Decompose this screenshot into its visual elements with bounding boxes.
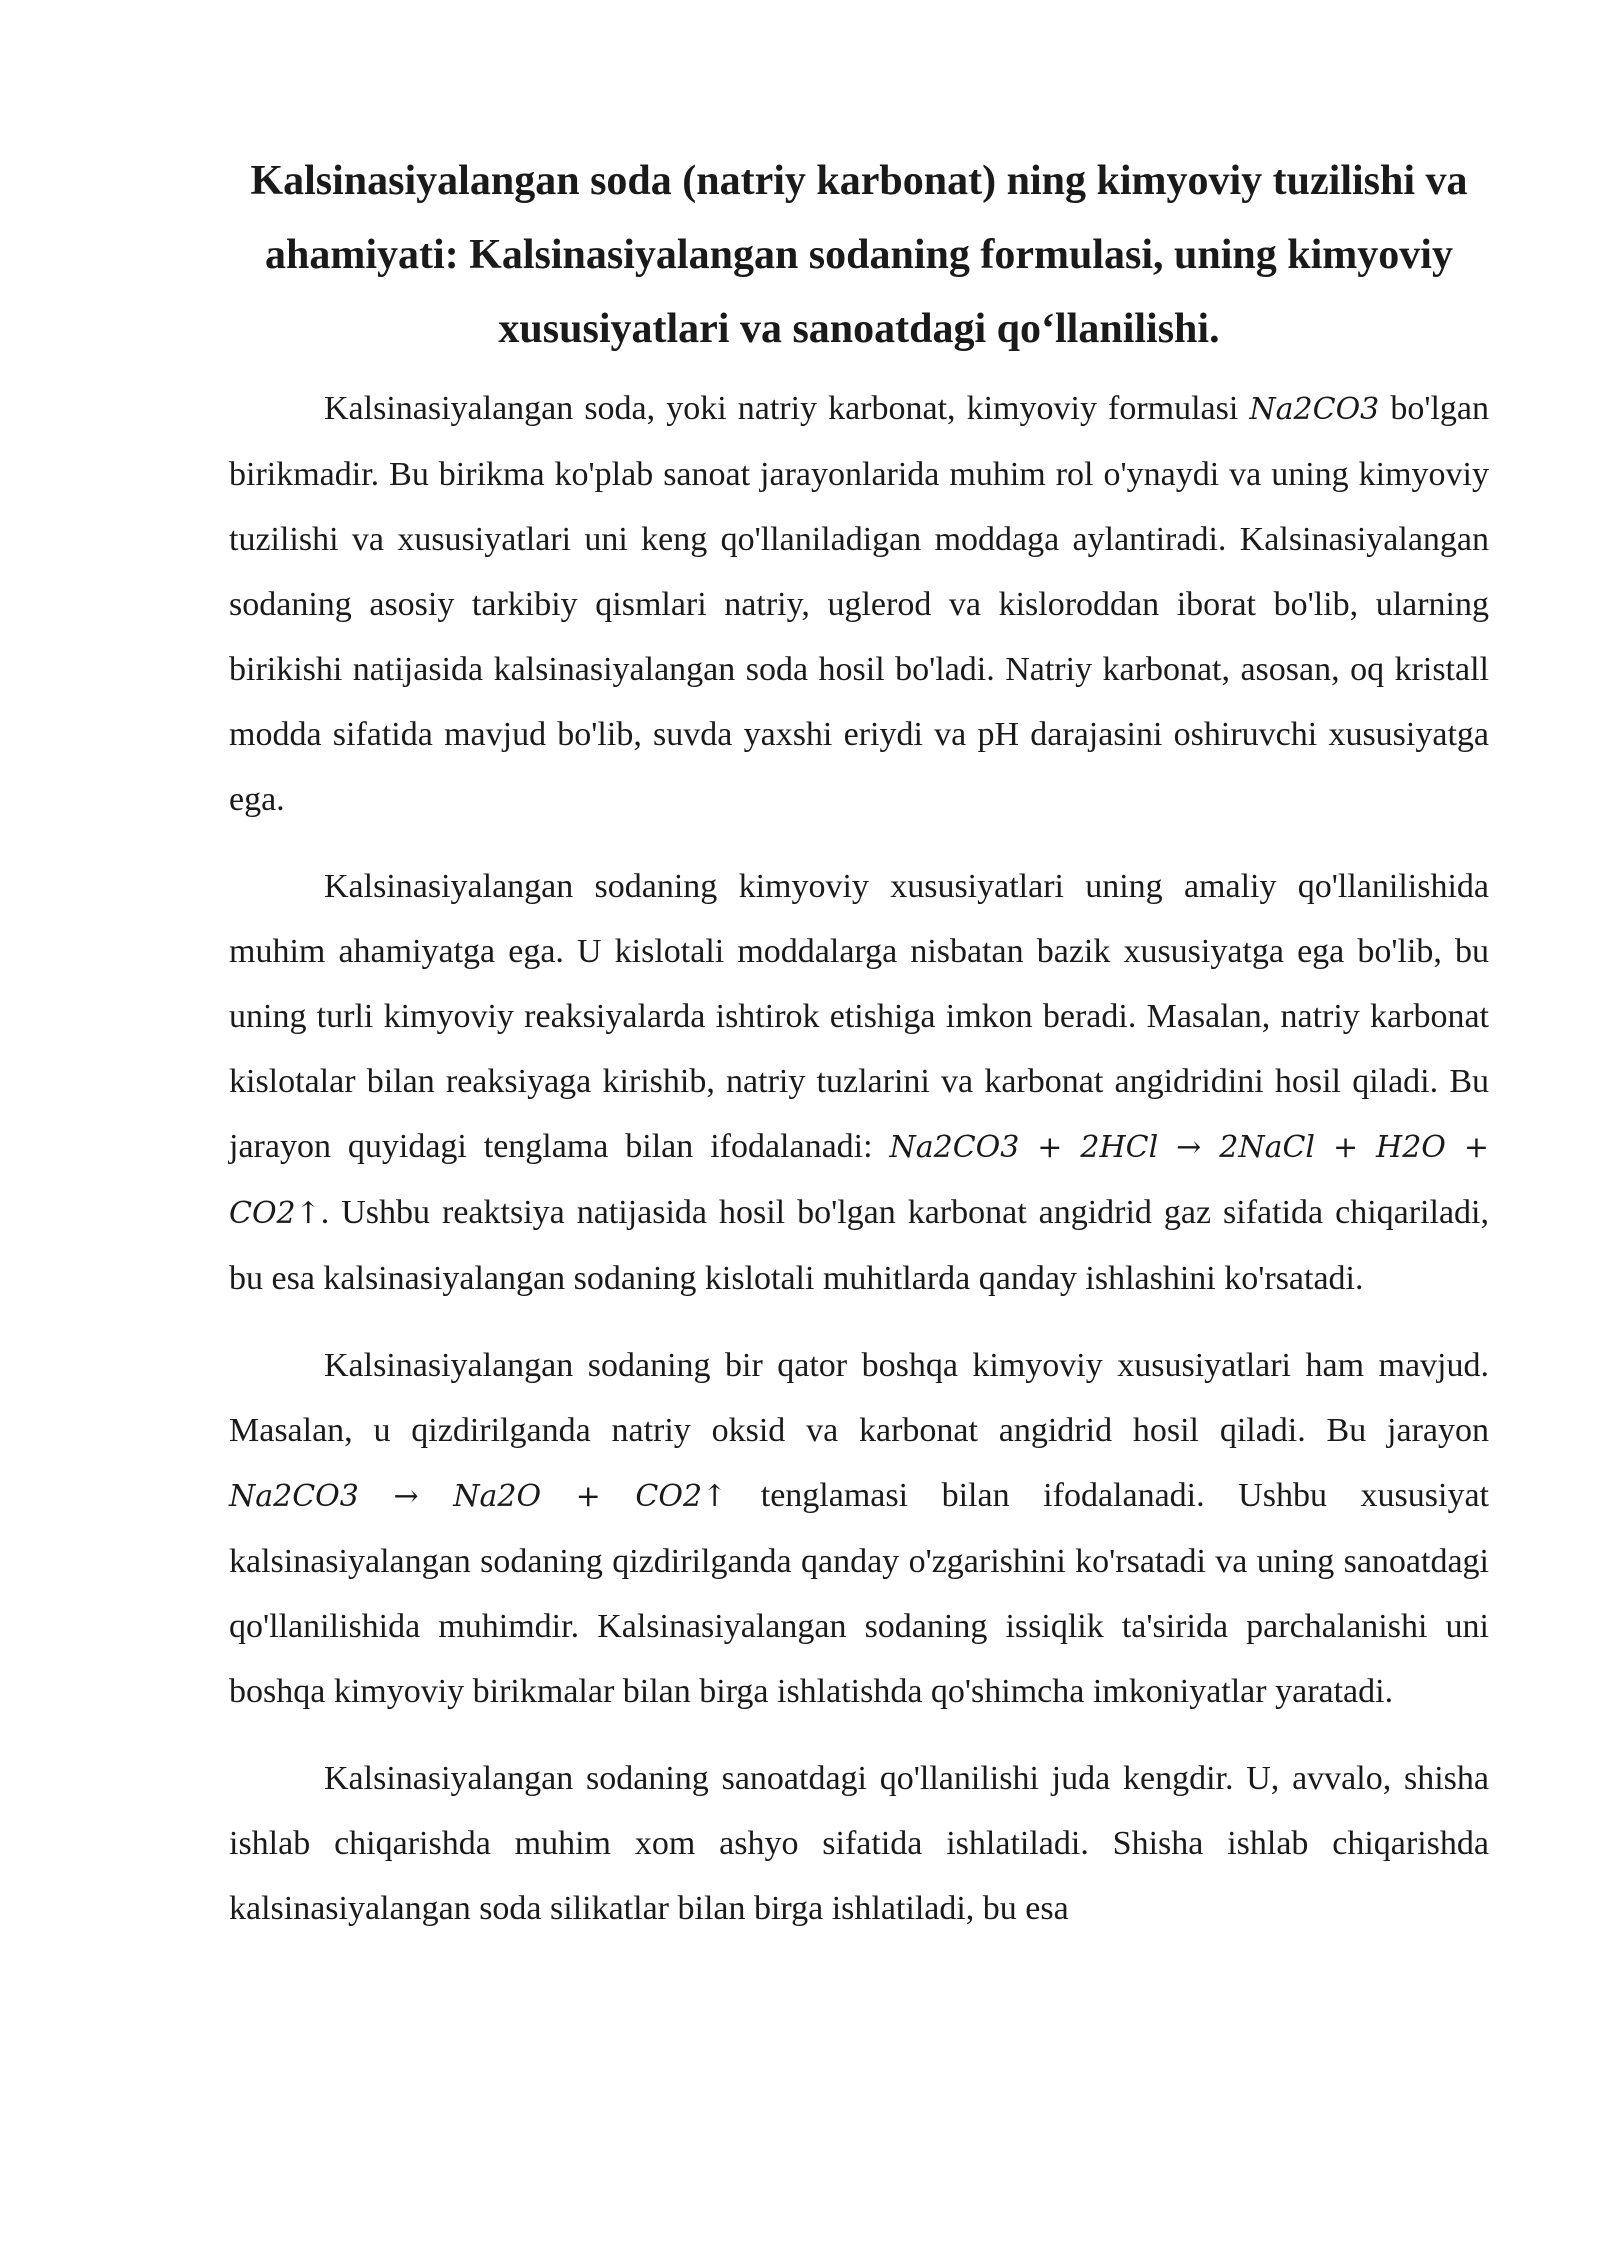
paragraph-3 [229, 1333, 1489, 1724]
paragraph-1-text-after: bo'lgan birikmadir. Bu birikma ko'plab sanoat jarayonlarida muhim rol o'ynaydi va uning kimyoviy tuzilishi va xususiyatlari uni keng qo'llaniladigan moddaga aylantiradi. Kalsinasiyalangan sodaning asosiy tarkibiy qismlari natriy, uglerod va kisloroddan iborat bo'lib, ularning birikishi natijasida kalsinasiyalangan soda hosil bo'ladi. Natriy karbonat, asosan, oq kristall modda sifatida mavjud bo'lib, suvda yaxshi eriydi va pH darajasini oshiruvchi xususiyatga ega. [229, 390, 1489, 818]
paragraph-4-text: Kalsinasiyalangan sodaning sanoatdagi qo'llanilishi juda kengdir. U, avvalo, shisha ishlab chiqarishda muhim xom ashyo sifatida ishlatiladi. Shisha ishlab chiqarishda kalsinasiyalangan soda silikatlar bilan birga ishlatiladi, bu esa [229, 1760, 1489, 1927]
paragraph-3-text-after: tenglamasi bilan ifodalanadi. Ushbu xususiyat kalsinasiyalangan sodaning qizdirilganda qanday o'zgarishini ko'rsatadi va uning sanoatdagi qo'llanilishida muhimdir. Kalsinasiyalangan sodaning issiqlik ta'sirida parchalanishi uni boshqa kimyoviy birikmalar bilan birga ishlatishda qo'shimcha imkoniyatlar yaratadi. [229, 1477, 1489, 1710]
document-body [229, 144, 1489, 1963]
paragraph-2-text-before: Kalsinasiyalangan sodaning kimyoviy xususiyatlari uning amaliy qo'llanilishida muhim ahamiyatga ega. U kislotali moddalarga nisbatan bazik xususiyatga ega bo'lib, bu uning turli kimyoviy reaksiyalarda ishtirok etishiga imkon beradi. Masalan, natriy karbonat kislotalar bilan reaksiyaga kirishib, natriy tuzlarini va karbonat angidridini hosil qiladi. Bu jarayon quyidagi tenglama bilan ifodalanadi: [229, 868, 1489, 1165]
paragraph-1 [229, 376, 1489, 832]
paragraph-2 [229, 854, 1489, 1311]
formula-decomposition: Na2CO3 → Na2O + CO2↑ [229, 1479, 728, 1514]
formula-sodium-carbonate: Na2CO3 [1249, 392, 1380, 427]
formula-acid-reaction: Na2CO3 + 2HCl → 2NaCl + H2O + CO2↑ [229, 1130, 1489, 1231]
paragraph-1-text-before: Kalsinasiyalangan soda, yoki natriy karbonat, kimyoviy formulasi [324, 390, 1250, 427]
paragraph-4 [229, 1746, 1489, 1941]
document-title: Kalsinasiyalangan soda (natriy karbonat) ning kimyoviy tuzilishi va ahamiyati: Kalsinasiyalangan sodaning formulasi, uning kimyoviy xususiyatlari va sanoatdagi qo‘llanilishi. [250, 158, 1468, 352]
paragraph-3-text-before: Kalsinasiyalangan sodaning bir qator boshqa kimyoviy xususiyatlari ham mavjud. Masalan, u qizdirilganda natriy oksid va karbonat angidrid hosil qiladi. Bu jarayon [229, 1347, 1489, 1449]
paragraph-2-text-after: . Ushbu reaktsiya natijasida hosil bo'lgan karbonat angidrid gaz sifatida chiqariladi, bu esa kalsinasiyalangan sodaning kislotali muhitlarda qanday ishlashini ko'rsatadi. [229, 1194, 1489, 1297]
